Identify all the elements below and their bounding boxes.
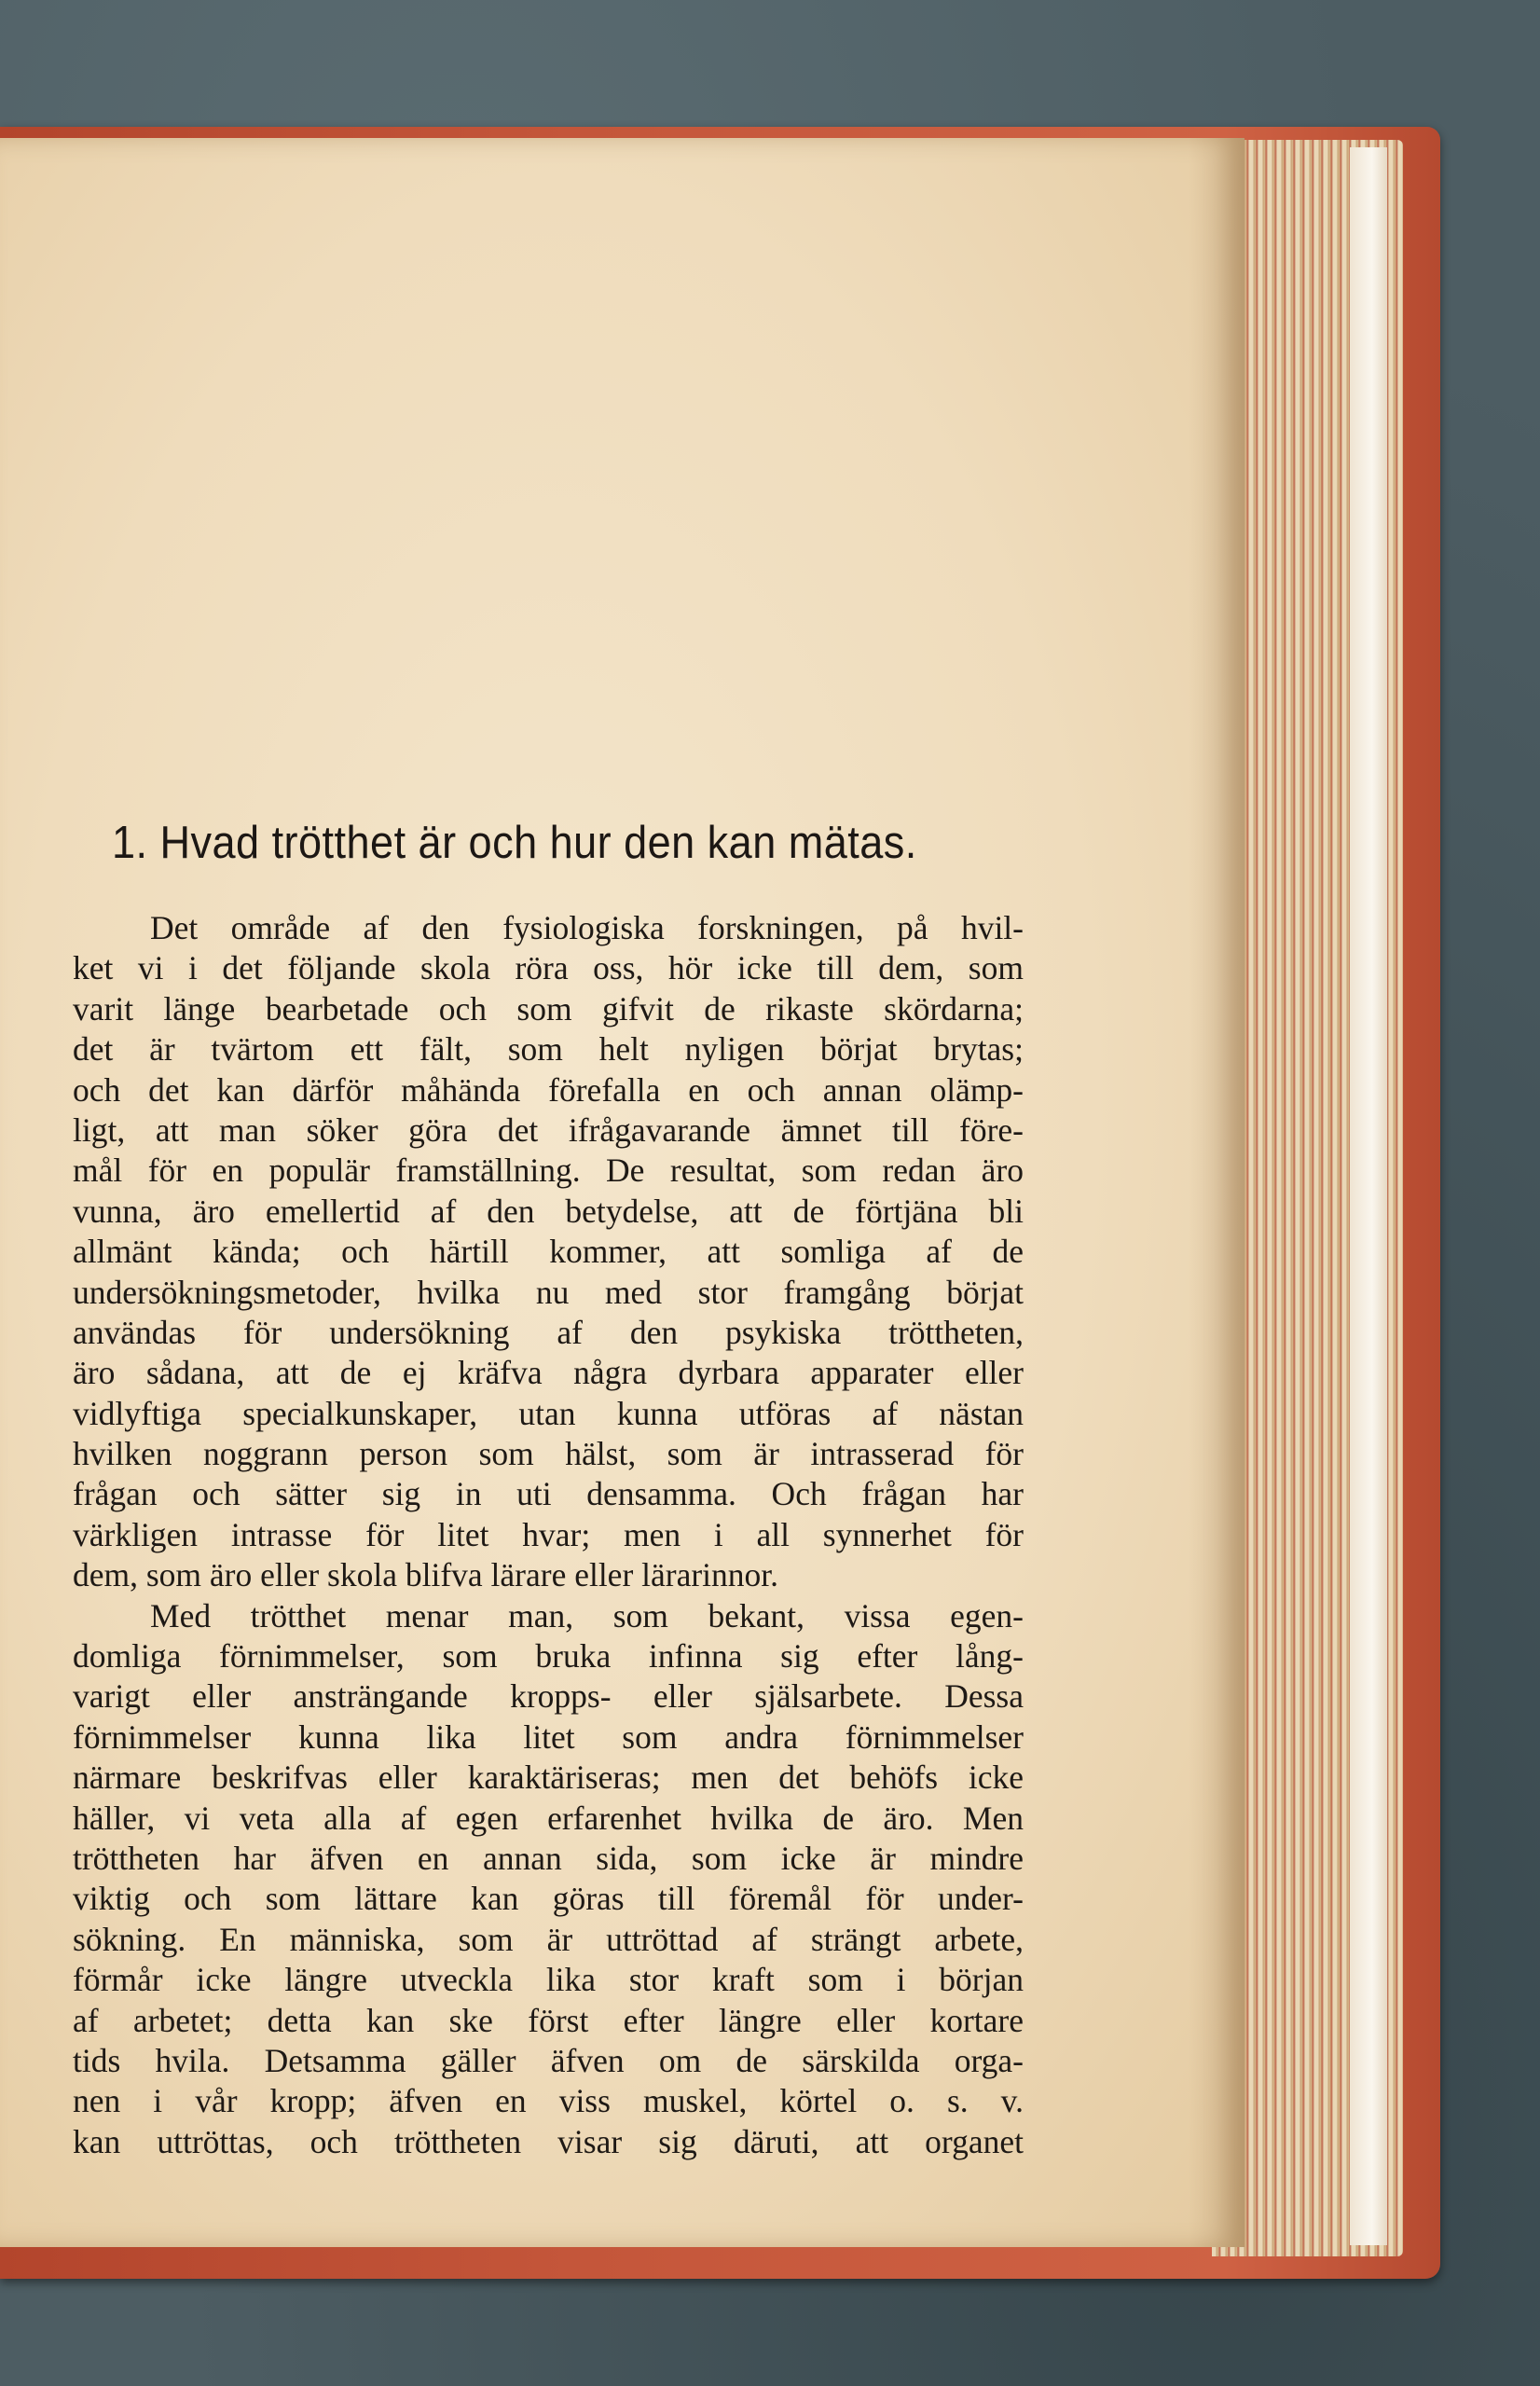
text-line: Med trötthet menar man, som bekant, vissa egen- — [150, 1596, 1024, 1634]
text-line: vidlyftiga specialkunskaper, utan kunna utföras af nästan — [73, 1394, 1024, 1432]
text-line: förnimmelser kunna lika litet som andra förnimmelser — [73, 1717, 1024, 1756]
text-line: mål för en populär framställning. De resultat, som redan äro — [73, 1152, 1024, 1190]
text-line: kan uttröttas, och tröttheten visar sig däruti, att organet — [73, 2122, 1024, 2160]
text-line: domliga förnimmelser, som bruka infinna sig efter lång- — [73, 1637, 1024, 1676]
text-line: allmänt kända; och härtill kommer, att somliga af de — [73, 1233, 1024, 1271]
text-line: ligt, att man söker göra det ifrågavarande ämnet till före- — [73, 1110, 1024, 1149]
text-line: sökning. En människa, som är uttröttad af strängt arbete, — [73, 1920, 1024, 1958]
book-page — [0, 138, 1244, 2247]
text-line: användas för undersökning af den psykiska tröttheten, — [73, 1313, 1024, 1351]
text-line: frågan och sätter sig in uti densamma. Och frågan har — [73, 1475, 1024, 1513]
text-line: häller, vi veta alla af egen erfarenhet hvilka de äro. Men — [73, 1799, 1024, 1837]
text-line: tids hvila. Detsamma gäller äfven om de särskilda orga- — [73, 2041, 1024, 2079]
text-line: vunna, äro emellertid af den betydelse, att de förtjäna bli — [73, 1192, 1024, 1230]
text-line: närmare beskrifvas eller karaktäriseras; men det behöfs icke — [73, 1758, 1024, 1797]
text-line: och det kan därför måhända förefalla en och annan olämp- — [73, 1070, 1024, 1109]
text-line: ket vi i det följande skola röra oss, hör icke till dem, som — [73, 949, 1024, 987]
page-edge-highlight — [1350, 147, 1387, 2245]
text-line: varit länge bearbetade och som gifvit de rikaste skördarna; — [73, 989, 1024, 1027]
text-line: dem, som äro eller skola blifva lärare eller lärarinnor. — [73, 1556, 779, 1594]
body-text — [73, 908, 1024, 2162]
text-line: det är tvärtom ett fält, som helt nyligen börjat brytas; — [73, 1030, 1024, 1069]
text-line: af arbetet; detta kan ske först efter längre eller kortare — [73, 2001, 1024, 2039]
text-line: nen i vår kropp; äfven en viss muskel, körtel o. s. v. — [73, 2082, 1024, 2120]
text-line: värkligen intrasse för litet hvar; men i all synnerhet för — [73, 1515, 1024, 1553]
text-line: äro sådana, att de ej kräfva några dyrbara apparater eller — [73, 1354, 1024, 1392]
text-line: förmår icke längre utveckla lika stor kraft som i början — [73, 1961, 1024, 1999]
text-line: viktig och som lättare kan göras till föremål för under- — [73, 1880, 1024, 1918]
chapter-heading: 1. Hvad trötthet är och hur den kan mätas. — [112, 818, 917, 868]
text-line: Det område af den fysiologiska forskningen, på hvil- — [150, 909, 1024, 946]
text-line: undersökningsmetoder, hvilka nu med stor framgång börjat — [73, 1273, 1024, 1311]
text-line: hvilken noggrann person som hälst, som är intrasserad för — [73, 1435, 1024, 1473]
text-line: varigt eller ansträngande kropps- eller själsarbete. Dessa — [73, 1677, 1024, 1716]
text-line: tröttheten har äfven en annan sida, som icke är mindre — [73, 1839, 1024, 1877]
